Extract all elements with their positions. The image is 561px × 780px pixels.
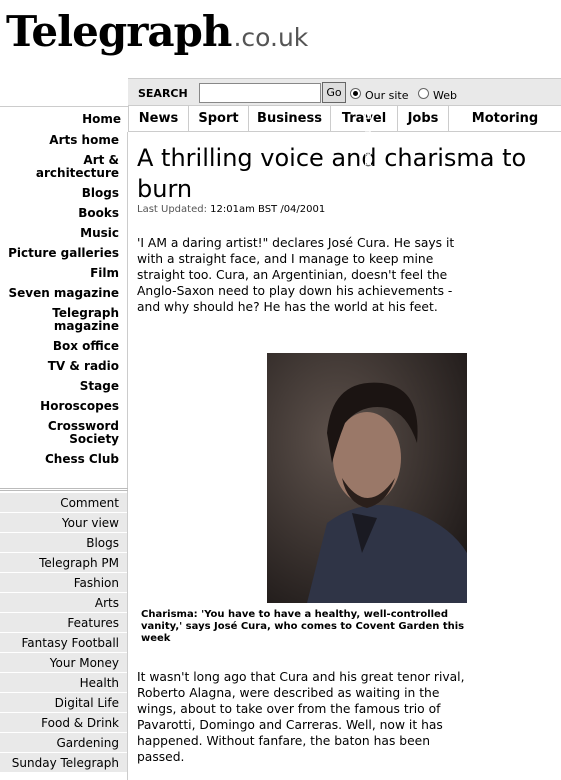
sidebar-item-telegraph-magazine[interactable]: Telegraph magazine	[52, 306, 119, 333]
sidebar-item-crossword-society[interactable]: Crossword Society	[47, 419, 119, 446]
sidebar-item-telegraph-pm[interactable]: Telegraph PM	[0, 553, 127, 573]
photo-credit: Picture: STEVE DOUBLE	[364, 113, 373, 209]
radio-our-site[interactable]	[350, 88, 361, 99]
article-headline: A thrilling voice and charisma to burn	[137, 144, 527, 203]
sidebar-item-sunday-telegraph[interactable]: Sunday Telegraph	[0, 753, 127, 773]
sidebar-item-comment[interactable]: Comment	[0, 493, 127, 513]
photo-caption: Charisma: 'You have to have a healthy, well-controlled vanity,' says José Cura, who comes to Covent Garden this week	[141, 609, 465, 644]
search-bar	[128, 78, 561, 106]
sidebar-item-film[interactable]: Film	[90, 266, 119, 280]
logo-suffix: .co.uk	[233, 23, 309, 52]
sidebar-item-box-office[interactable]: Box office	[52, 339, 119, 353]
left-nav-top-border	[0, 106, 128, 107]
sidebar-item-fantasy-football[interactable]: Fantasy Football	[0, 633, 127, 653]
sidebar-item-your-view[interactable]: Your view	[0, 513, 127, 533]
sidebar-divider	[0, 488, 128, 491]
last-updated-value: 12:01am BST /04/2001	[210, 204, 326, 215]
channel-nav	[0, 493, 127, 773]
sidebar-item-picture-galleries[interactable]: Picture galleries	[8, 246, 119, 260]
telegraph-logo[interactable]	[6, 8, 308, 58]
sidebar-item-chess-club[interactable]: Chess Club	[44, 452, 119, 466]
sidebar-item-features[interactable]: Features	[0, 613, 127, 633]
tab-news[interactable]: News	[128, 106, 188, 131]
tab-sport[interactable]: Sport	[188, 106, 248, 131]
radio-web[interactable]	[418, 88, 429, 99]
sidebar-item-tv-radio[interactable]: TV & radio	[47, 359, 119, 373]
sidebar-item-food-drink[interactable]: Food & Drink	[0, 713, 127, 733]
home-link[interactable]: Home	[82, 112, 121, 126]
article-paragraph-1: 'I AM a daring artist!" declares José Cura. He says it with a straight face, and I manage to keep mine straight too. Cura, an Argentinian, doesn't feel the Anglo-Saxon need to play down his achievements - and why should he? He has the world at his feet.	[137, 236, 455, 314]
search-input[interactable]	[199, 83, 321, 103]
logo-name: Telegraph	[6, 7, 232, 56]
sidebar-item-music[interactable]: Music	[80, 226, 119, 240]
radio-web-label: Web	[433, 89, 457, 102]
section-nav	[0, 134, 124, 473]
sidebar-item-art-architecture[interactable]: Art & architecture	[35, 153, 119, 180]
sidebar-item-blogs-channel[interactable]: Blogs	[0, 533, 127, 553]
top-nav	[128, 106, 561, 132]
search-label: SEARCH	[138, 87, 188, 100]
sidebar-item-arts[interactable]: Arts	[0, 593, 127, 613]
last-updated-label: Last Updated:	[137, 204, 207, 215]
sidebar-item-stage[interactable]: Stage	[79, 379, 119, 393]
sidebar	[0, 132, 128, 780]
sidebar-item-books[interactable]: Books	[78, 206, 119, 220]
sidebar-item-blogs[interactable]: Blogs	[81, 186, 119, 200]
tab-travel[interactable]: Travel	[330, 106, 397, 131]
article-paragraph-2: It wasn't long ago that Cura and his great tenor rival, Roberto Alagna, were described as waiting in the wings, about to take over from the famous trio of Pavarotti, Domingo and Carreras. Well, now it has happened. Without fanfare, the baton has been passed.	[137, 670, 465, 764]
sidebar-item-arts-home[interactable]: Arts home	[49, 133, 119, 147]
tab-motoring[interactable]: Motoring	[448, 106, 561, 131]
sidebar-item-health[interactable]: Health	[0, 673, 127, 693]
radio-our-site-label: Our site	[365, 89, 409, 102]
tab-business[interactable]: Business	[248, 106, 330, 131]
sidebar-item-seven-magazine[interactable]: Seven magazine	[8, 286, 119, 300]
sidebar-item-digital-life[interactable]: Digital Life	[0, 693, 127, 713]
sidebar-item-your-money[interactable]: Your Money	[0, 653, 127, 673]
sidebar-item-horoscopes[interactable]: Horoscopes	[40, 399, 119, 413]
sidebar-item-fashion[interactable]: Fashion	[0, 573, 127, 593]
go-button[interactable]: Go	[322, 82, 346, 103]
last-updated	[137, 204, 325, 215]
tab-jobs[interactable]: Jobs	[397, 106, 448, 131]
sidebar-item-gardening[interactable]: Gardening	[0, 733, 127, 753]
